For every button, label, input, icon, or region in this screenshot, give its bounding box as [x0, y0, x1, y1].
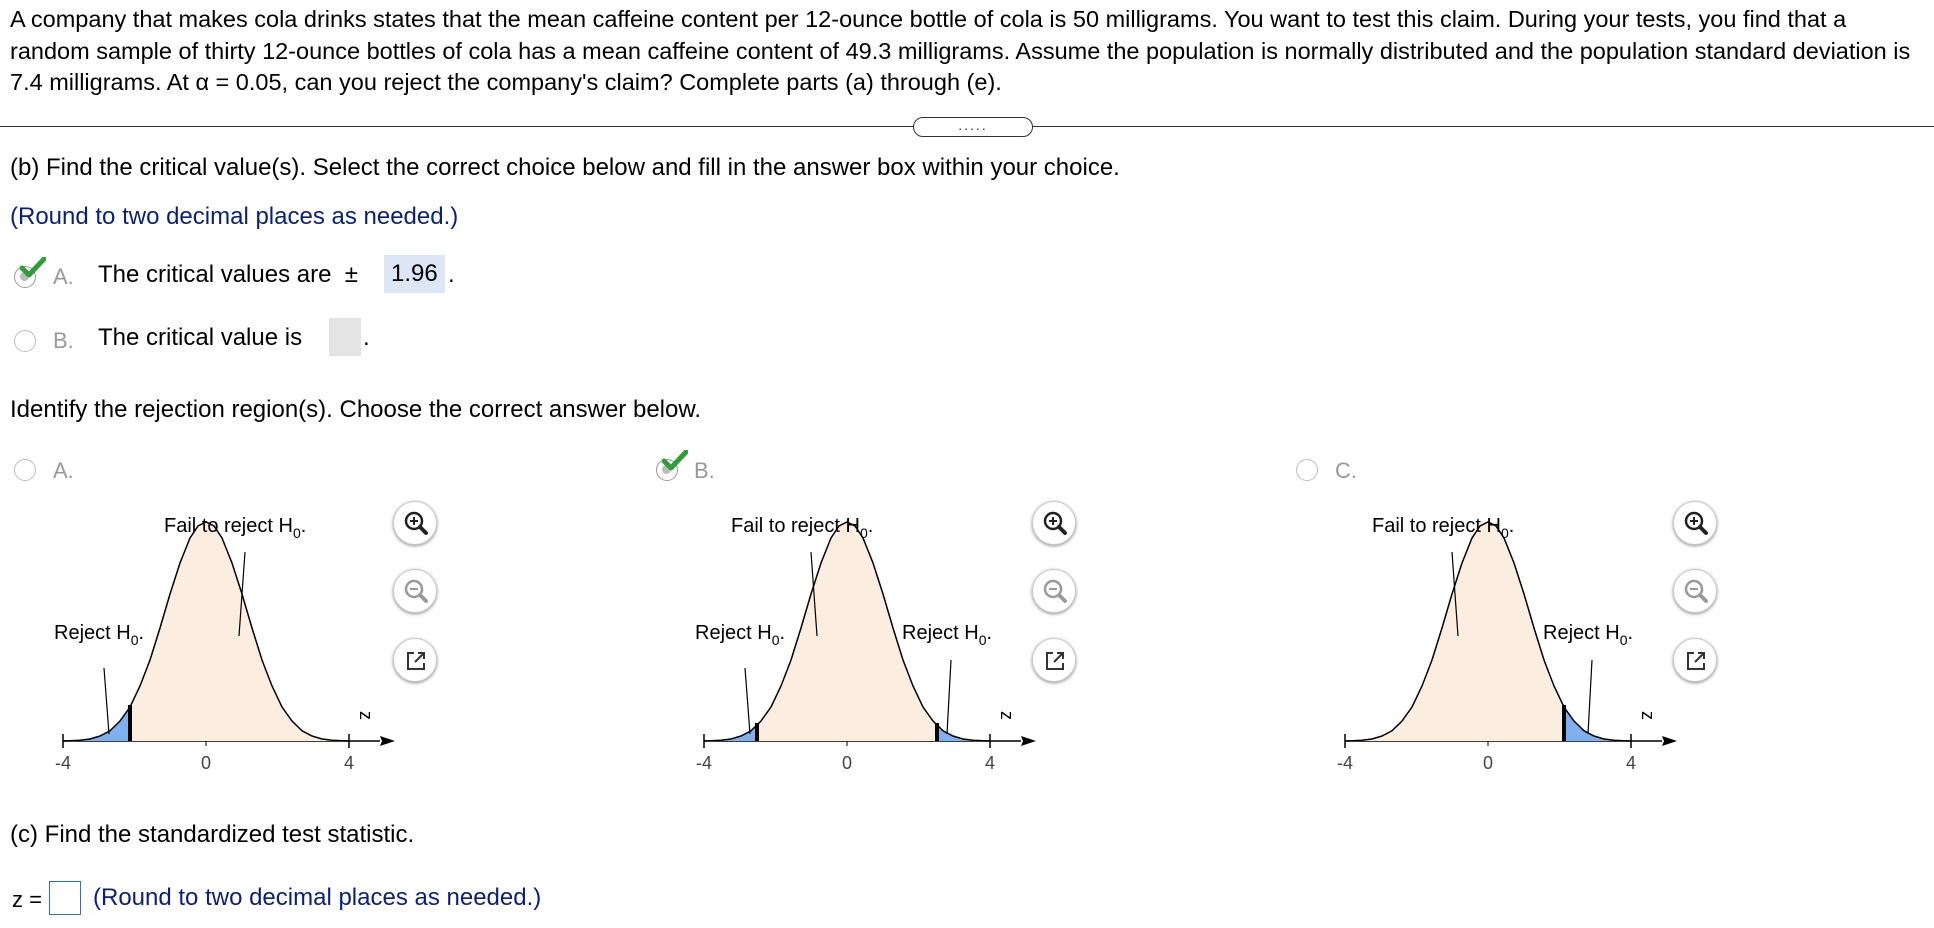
zoom-out-button-b[interactable] — [1032, 569, 1076, 613]
tick-label-0: 0 — [842, 753, 853, 773]
part-c-hint: (Round to two decimal places as needed.) — [93, 884, 542, 911]
popout-icon — [1033, 639, 1077, 683]
z-axis-label: z — [356, 711, 376, 720]
zoom-out-icon — [1033, 570, 1077, 614]
popout-icon — [394, 639, 438, 683]
tick-label-minus-4: -4 — [55, 753, 72, 773]
reject-label-right: Reject $H_0$. — [902, 622, 993, 648]
part-b-choice-a-radio[interactable] — [14, 263, 44, 293]
zoom-in-button-c[interactable] — [1673, 501, 1717, 545]
tick-label-0: 0 — [1483, 753, 1494, 773]
rejection-question: Identify the rejection region(s). Choose the correct answer below. — [10, 396, 702, 423]
reject-leader-line-left — [745, 668, 750, 734]
rejection-choice-b-letter: B. — [694, 458, 715, 483]
rejection-choice-a-letter: A. — [53, 458, 74, 483]
zoom-out-icon — [1674, 570, 1718, 614]
zoom-in-button-b[interactable] — [1032, 501, 1076, 545]
tick-label-0: 0 — [201, 753, 212, 773]
rejection-choice-b-radio[interactable] — [656, 452, 692, 486]
popout-button-a[interactable] — [393, 638, 437, 682]
part-b-choice-a-text: The critical values are ± — [98, 261, 358, 288]
left-tail-fill — [63, 707, 130, 741]
tick-label-4: 4 — [1626, 753, 1637, 773]
critical-value-answer-box[interactable]: 1.96 — [384, 255, 445, 293]
part-b-choice-a-suffix: . — [448, 261, 455, 288]
reject-leader-line — [104, 668, 109, 734]
tick-label-minus-4: -4 — [696, 753, 713, 773]
x-axis-arrow — [1662, 736, 1677, 746]
x-axis-arrow — [380, 736, 395, 746]
popout-button-c[interactable] — [1673, 638, 1717, 682]
zoom-out-icon — [394, 570, 438, 614]
critical-value-input-box[interactable] — [329, 318, 361, 356]
zoom-out-button-a[interactable] — [393, 569, 437, 613]
part-b-hint: (Round to two decimal places as needed.) — [10, 203, 459, 230]
zoom-out-button-c[interactable] — [1673, 569, 1717, 613]
checkmark-icon — [662, 450, 688, 472]
zoom-in-button-a[interactable] — [393, 501, 437, 545]
rejection-chart-a — [40, 500, 400, 780]
zoom-in-icon — [394, 502, 438, 546]
rejection-choice-c-radio[interactable] — [1296, 459, 1318, 481]
reject-label-left: Reject $H_0$. — [695, 622, 786, 648]
part-b-choice-b-radio[interactable] — [14, 330, 36, 352]
reject-leader-line-right — [947, 660, 951, 734]
test-statistic-input[interactable] — [49, 881, 81, 915]
part-b-choice-b-suffix: . — [363, 324, 370, 351]
part-b-choice-b-letter: B. — [53, 328, 74, 353]
reject-label: Reject $H_0$. — [54, 622, 145, 648]
rejection-chart-b — [681, 500, 1041, 780]
reject-leader-line — [1588, 660, 1592, 734]
fail-label: Fail to reject $H_0$. — [164, 515, 307, 541]
expand-button[interactable]: ..... — [913, 117, 1033, 137]
checkmark-icon — [20, 257, 46, 279]
zoom-in-icon — [1674, 502, 1718, 546]
right-tail-fill — [1564, 707, 1631, 741]
tick-label-4: 4 — [985, 753, 996, 773]
part-b-choice-a-letter: A. — [53, 264, 74, 289]
popout-icon — [1674, 639, 1718, 683]
part-c-question: (c) Find the standardized test statistic. — [10, 821, 415, 848]
tick-label-minus-4: -4 — [1337, 753, 1354, 773]
fail-label: Fail to reject $H_0$. — [1372, 515, 1515, 541]
tick-label-4: 4 — [344, 753, 355, 773]
fail-label: Fail to reject $H_0$. — [731, 515, 874, 541]
z-axis-label: z — [1638, 711, 1658, 720]
reject-label: Reject $H_0$. — [1543, 622, 1634, 648]
z-label: z = — [12, 887, 42, 912]
part-b-question: (b) Find the critical value(s). Select the correct choice below and fill in the answer box within your choice. — [10, 154, 1120, 181]
rejection-choice-c-letter: C. — [1335, 458, 1357, 483]
rejection-chart-c — [1322, 500, 1682, 780]
rejection-choice-a-radio[interactable] — [14, 459, 36, 481]
x-axis-arrow — [1021, 736, 1036, 746]
zoom-in-icon — [1033, 502, 1077, 546]
part-b-choice-b-text: The critical value is — [98, 324, 303, 351]
problem-statement: A company that makes cola drinks states that the mean caffeine content per 12-ounce bottle of cola is 50 milligrams. You want to test this claim. During your tests, you find that a random sample of thirty 12-ounce bottles of cola has a mean caffeine content of 49.3 milligrams. Assume the population is normally distributed and the population standard deviation is 7.4 milligrams. At α = 0.05, can you reject the company's claim? Complete parts (a) through (e). — [10, 6, 1911, 95]
z-axis-label: z — [997, 711, 1017, 720]
popout-button-b[interactable] — [1032, 638, 1076, 682]
